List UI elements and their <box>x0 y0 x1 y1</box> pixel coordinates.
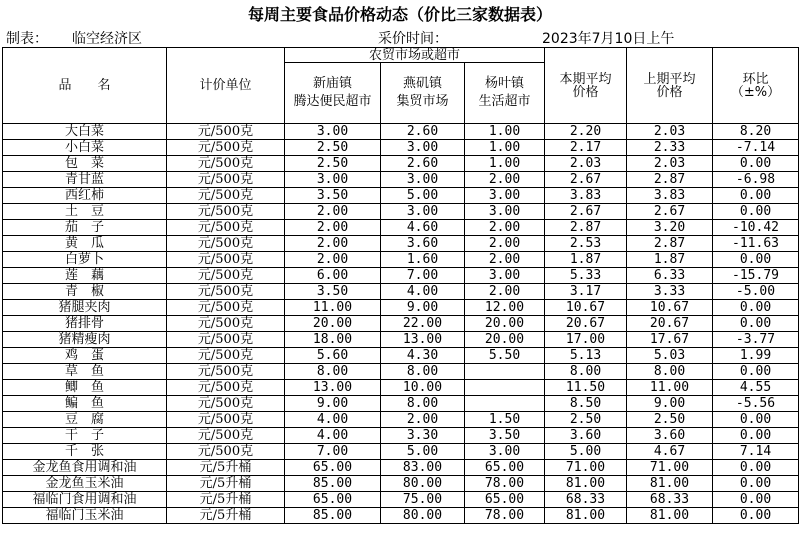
table-row <box>3 140 799 156</box>
cell-current-avg: 11.50 <box>545 380 627 396</box>
cell-market-1: 3.50 <box>285 188 381 204</box>
table-row <box>3 268 799 284</box>
cell-current-avg: 8.00 <box>545 364 627 380</box>
cell-unit: 元/5升桶 <box>167 476 285 492</box>
header-market-group: 农贸市场或超市 <box>285 48 545 63</box>
cell-prev-avg: 68.33 <box>627 492 713 508</box>
cell-unit: 元/500克 <box>167 204 285 220</box>
price-table <box>2 47 799 524</box>
cell-market-2: 3.30 <box>381 428 465 444</box>
table-row <box>3 284 799 300</box>
cell-unit: 元/5升桶 <box>167 508 285 524</box>
table-row <box>3 316 799 332</box>
table-row <box>3 156 799 172</box>
collection-time-value: 2023年7月10日上午 <box>542 31 675 47</box>
cell-unit: 元/500克 <box>167 348 285 364</box>
cell-current-avg: 2.67 <box>545 204 627 220</box>
cell-market-3 <box>465 364 545 380</box>
cell-market-1: 6.00 <box>285 268 381 284</box>
cell-name: 福临门玉米油 <box>3 508 167 524</box>
cell-ratio: -10.42 <box>713 220 799 236</box>
cell-name: 小白菜 <box>3 140 167 156</box>
cell-market-1: 20.00 <box>285 316 381 332</box>
cell-market-1: 2.00 <box>285 220 381 236</box>
cell-prev-avg: 20.67 <box>627 316 713 332</box>
cell-current-avg: 10.67 <box>545 300 627 316</box>
cell-prev-avg: 4.67 <box>627 444 713 460</box>
cell-name: 茄 子 <box>3 220 167 236</box>
cell-ratio: 4.55 <box>713 380 799 396</box>
cell-market-1: 2.50 <box>285 156 381 172</box>
cell-ratio: -5.56 <box>713 396 799 412</box>
cell-market-2: 80.00 <box>381 476 465 492</box>
cell-current-avg: 1.87 <box>545 252 627 268</box>
cell-name: 包 菜 <box>3 156 167 172</box>
cell-unit: 元/500克 <box>167 332 285 348</box>
cell-ratio: 0.00 <box>713 316 799 332</box>
cell-market-1: 2.00 <box>285 236 381 252</box>
header-market-3: 杨叶镇 生活超市 <box>465 63 545 124</box>
cell-unit: 元/500克 <box>167 236 285 252</box>
collection-time-label: 采价时间： <box>378 31 448 47</box>
cell-prev-avg: 6.33 <box>627 268 713 284</box>
table-row <box>3 460 799 476</box>
cell-unit: 元/500克 <box>167 428 285 444</box>
cell-market-3: 65.00 <box>465 492 545 508</box>
cell-market-1: 2.00 <box>285 252 381 268</box>
cell-prev-avg: 3.20 <box>627 220 713 236</box>
cell-ratio: 0.00 <box>713 364 799 380</box>
compiler-label: 制表： <box>6 31 48 47</box>
cell-market-3: 12.00 <box>465 300 545 316</box>
cell-market-3: 3.00 <box>465 444 545 460</box>
cell-ratio: 0.00 <box>713 156 799 172</box>
sheet-title: 每周主要食品价格动态（价比三家数据表） <box>247 5 552 24</box>
cell-current-avg: 3.60 <box>545 428 627 444</box>
table-row <box>3 204 799 220</box>
cell-market-3: 78.00 <box>465 508 545 524</box>
cell-name: 福临门食用调和油 <box>3 492 167 508</box>
cell-current-avg: 3.17 <box>545 284 627 300</box>
cell-ratio: 0.00 <box>713 508 799 524</box>
cell-market-2: 4.60 <box>381 220 465 236</box>
cell-current-avg: 81.00 <box>545 508 627 524</box>
cell-unit: 元/500克 <box>167 412 285 428</box>
table-header <box>3 48 799 124</box>
cell-ratio: 0.00 <box>713 252 799 268</box>
table-row <box>3 476 799 492</box>
cell-current-avg: 81.00 <box>545 476 627 492</box>
cell-prev-avg: 81.00 <box>627 476 713 492</box>
cell-market-2: 7.00 <box>381 268 465 284</box>
cell-market-3: 20.00 <box>465 332 545 348</box>
cell-market-1: 85.00 <box>285 508 381 524</box>
cell-ratio: 0.00 <box>713 476 799 492</box>
cell-current-avg: 2.50 <box>545 412 627 428</box>
cell-market-3: 1.00 <box>465 156 545 172</box>
cell-name: 猪排骨 <box>3 316 167 332</box>
cell-unit: 元/500克 <box>167 380 285 396</box>
cell-current-avg: 5.33 <box>545 268 627 284</box>
cell-market-3: 20.00 <box>465 316 545 332</box>
cell-unit: 元/500克 <box>167 124 285 140</box>
table-row <box>3 172 799 188</box>
cell-prev-avg: 2.33 <box>627 140 713 156</box>
table-row <box>3 396 799 412</box>
table-row <box>3 348 799 364</box>
cell-market-3: 3.00 <box>465 268 545 284</box>
cell-market-3: 1.00 <box>465 140 545 156</box>
cell-ratio: -6.98 <box>713 172 799 188</box>
cell-unit: 元/500克 <box>167 220 285 236</box>
table-row <box>3 428 799 444</box>
header-current-avg: 本期平均 价格 <box>545 48 627 124</box>
table-row <box>3 300 799 316</box>
cell-ratio: 0.00 <box>713 300 799 316</box>
cell-market-2: 8.00 <box>381 364 465 380</box>
cell-market-2: 3.00 <box>381 204 465 220</box>
cell-prev-avg: 3.60 <box>627 428 713 444</box>
cell-name: 猪精瘦肉 <box>3 332 167 348</box>
table-body <box>3 124 799 524</box>
cell-name: 金龙鱼玉米油 <box>3 476 167 492</box>
cell-ratio: 8.20 <box>713 124 799 140</box>
table-row <box>3 332 799 348</box>
cell-prev-avg: 2.87 <box>627 172 713 188</box>
cell-market-1: 4.00 <box>285 412 381 428</box>
cell-market-1: 2.00 <box>285 204 381 220</box>
cell-market-2: 5.00 <box>381 188 465 204</box>
header-name: 品 名 <box>3 48 167 124</box>
cell-current-avg: 2.53 <box>545 236 627 252</box>
cell-market-3: 2.00 <box>465 284 545 300</box>
cell-ratio: 0.00 <box>713 204 799 220</box>
cell-market-2: 2.00 <box>381 412 465 428</box>
cell-prev-avg: 3.83 <box>627 188 713 204</box>
compiler-value: 临空经济区 <box>72 31 142 47</box>
cell-unit: 元/500克 <box>167 300 285 316</box>
cell-market-3 <box>465 396 545 412</box>
cell-current-avg: 2.87 <box>545 220 627 236</box>
cell-ratio: 7.14 <box>713 444 799 460</box>
cell-unit: 元/500克 <box>167 172 285 188</box>
cell-market-1: 13.00 <box>285 380 381 396</box>
table-row <box>3 508 799 524</box>
header-market-1: 新庙镇 腾达便民超市 <box>285 63 381 124</box>
cell-unit: 元/500克 <box>167 156 285 172</box>
cell-market-2: 4.00 <box>381 284 465 300</box>
cell-current-avg: 68.33 <box>545 492 627 508</box>
cell-market-2: 3.60 <box>381 236 465 252</box>
cell-market-3 <box>465 380 545 396</box>
cell-market-1: 4.00 <box>285 428 381 444</box>
cell-market-2: 22.00 <box>381 316 465 332</box>
cell-market-1: 7.00 <box>285 444 381 460</box>
cell-prev-avg: 8.00 <box>627 364 713 380</box>
cell-market-1: 5.60 <box>285 348 381 364</box>
cell-market-2: 5.00 <box>381 444 465 460</box>
cell-prev-avg: 81.00 <box>627 508 713 524</box>
table-row <box>3 124 799 140</box>
cell-name: 黄 瓜 <box>3 236 167 252</box>
cell-unit: 元/500克 <box>167 188 285 204</box>
cell-name: 千 张 <box>3 444 167 460</box>
cell-market-3: 65.00 <box>465 460 545 476</box>
table-row <box>3 252 799 268</box>
cell-market-2: 9.00 <box>381 300 465 316</box>
cell-market-2: 1.60 <box>381 252 465 268</box>
cell-prev-avg: 9.00 <box>627 396 713 412</box>
header-ratio: 环比 （±%） <box>713 48 799 124</box>
header-market-2: 燕矶镇 集贸市场 <box>381 63 465 124</box>
cell-market-1: 65.00 <box>285 460 381 476</box>
table-row <box>3 220 799 236</box>
cell-market-1: 18.00 <box>285 332 381 348</box>
cell-name: 莲 藕 <box>3 268 167 284</box>
cell-market-1: 2.50 <box>285 140 381 156</box>
table-row <box>3 380 799 396</box>
cell-name: 白萝卜 <box>3 252 167 268</box>
table-row <box>3 364 799 380</box>
cell-prev-avg: 1.87 <box>627 252 713 268</box>
cell-unit: 元/500克 <box>167 284 285 300</box>
cell-name: 大白菜 <box>3 124 167 140</box>
cell-ratio: -11.63 <box>713 236 799 252</box>
cell-market-2: 13.00 <box>381 332 465 348</box>
cell-unit: 元/500克 <box>167 364 285 380</box>
cell-current-avg: 8.50 <box>545 396 627 412</box>
cell-unit: 元/500克 <box>167 268 285 284</box>
cell-market-3: 2.00 <box>465 220 545 236</box>
cell-name: 青甘蓝 <box>3 172 167 188</box>
cell-prev-avg: 2.03 <box>627 156 713 172</box>
cell-unit: 元/500克 <box>167 252 285 268</box>
cell-prev-avg: 2.87 <box>627 236 713 252</box>
cell-current-avg: 2.03 <box>545 156 627 172</box>
cell-market-3: 3.00 <box>465 204 545 220</box>
cell-ratio: -15.79 <box>713 268 799 284</box>
cell-prev-avg: 71.00 <box>627 460 713 476</box>
cell-name: 西红柿 <box>3 188 167 204</box>
cell-market-2: 83.00 <box>381 460 465 476</box>
cell-name: 青 椒 <box>3 284 167 300</box>
cell-ratio: 1.99 <box>713 348 799 364</box>
cell-name: 鸡 蛋 <box>3 348 167 364</box>
cell-name: 土 豆 <box>3 204 167 220</box>
cell-prev-avg: 10.67 <box>627 300 713 316</box>
cell-unit: 元/500克 <box>167 140 285 156</box>
cell-market-3: 2.00 <box>465 252 545 268</box>
cell-ratio: 0.00 <box>713 428 799 444</box>
cell-market-2: 80.00 <box>381 508 465 524</box>
cell-prev-avg: 2.03 <box>627 124 713 140</box>
cell-market-1: 3.00 <box>285 172 381 188</box>
cell-name: 猪腿夹肉 <box>3 300 167 316</box>
cell-unit: 元/500克 <box>167 444 285 460</box>
cell-prev-avg: 2.67 <box>627 204 713 220</box>
cell-ratio: -7.14 <box>713 140 799 156</box>
table-row <box>3 188 799 204</box>
table-row <box>3 444 799 460</box>
cell-market-2: 2.60 <box>381 124 465 140</box>
cell-market-3: 3.50 <box>465 428 545 444</box>
cell-market-1: 65.00 <box>285 492 381 508</box>
cell-market-2: 3.00 <box>381 172 465 188</box>
cell-prev-avg: 17.67 <box>627 332 713 348</box>
cell-market-1: 8.00 <box>285 364 381 380</box>
cell-market-1: 3.50 <box>285 284 381 300</box>
cell-market-3: 2.00 <box>465 236 545 252</box>
cell-name: 豆 腐 <box>3 412 167 428</box>
cell-market-1: 11.00 <box>285 300 381 316</box>
cell-unit: 元/5升桶 <box>167 460 285 476</box>
cell-current-avg: 17.00 <box>545 332 627 348</box>
header-prev-avg: 上期平均 价格 <box>627 48 713 124</box>
cell-ratio: -3.77 <box>713 332 799 348</box>
cell-market-3: 1.50 <box>465 412 545 428</box>
cell-market-2: 4.30 <box>381 348 465 364</box>
cell-prev-avg: 3.33 <box>627 284 713 300</box>
cell-market-3: 2.00 <box>465 172 545 188</box>
cell-market-2: 3.00 <box>381 140 465 156</box>
cell-current-avg: 71.00 <box>545 460 627 476</box>
cell-ratio: 0.00 <box>713 460 799 476</box>
cell-prev-avg: 5.03 <box>627 348 713 364</box>
cell-market-1: 3.00 <box>285 124 381 140</box>
cell-name: 鳊 鱼 <box>3 396 167 412</box>
cell-market-3: 5.50 <box>465 348 545 364</box>
cell-current-avg: 2.67 <box>545 172 627 188</box>
cell-unit: 元/500克 <box>167 316 285 332</box>
cell-market-2: 75.00 <box>381 492 465 508</box>
cell-name: 干 子 <box>3 428 167 444</box>
cell-prev-avg: 11.00 <box>627 380 713 396</box>
cell-ratio: 0.00 <box>713 412 799 428</box>
cell-current-avg: 3.83 <box>545 188 627 204</box>
cell-name: 草 鱼 <box>3 364 167 380</box>
cell-market-1: 9.00 <box>285 396 381 412</box>
cell-market-2: 2.60 <box>381 156 465 172</box>
cell-market-2: 10.00 <box>381 380 465 396</box>
table-row <box>3 236 799 252</box>
cell-market-3: 1.00 <box>465 124 545 140</box>
table-row <box>3 492 799 508</box>
cell-market-1: 85.00 <box>285 476 381 492</box>
cell-market-3: 78.00 <box>465 476 545 492</box>
cell-current-avg: 2.20 <box>545 124 627 140</box>
cell-name: 金龙鱼食用调和油 <box>3 460 167 476</box>
cell-unit: 元/500克 <box>167 396 285 412</box>
cell-market-3: 3.00 <box>465 188 545 204</box>
cell-ratio: -5.00 <box>713 284 799 300</box>
cell-name: 鲫 鱼 <box>3 380 167 396</box>
cell-market-2: 8.00 <box>381 396 465 412</box>
cell-current-avg: 2.17 <box>545 140 627 156</box>
cell-current-avg: 20.67 <box>545 316 627 332</box>
header-unit: 计价单位 <box>167 48 285 124</box>
cell-ratio: 0.00 <box>713 492 799 508</box>
table-row <box>3 412 799 428</box>
cell-current-avg: 5.13 <box>545 348 627 364</box>
cell-unit: 元/5升桶 <box>167 492 285 508</box>
cell-current-avg: 5.00 <box>545 444 627 460</box>
cell-ratio: 0.00 <box>713 188 799 204</box>
cell-prev-avg: 2.50 <box>627 412 713 428</box>
